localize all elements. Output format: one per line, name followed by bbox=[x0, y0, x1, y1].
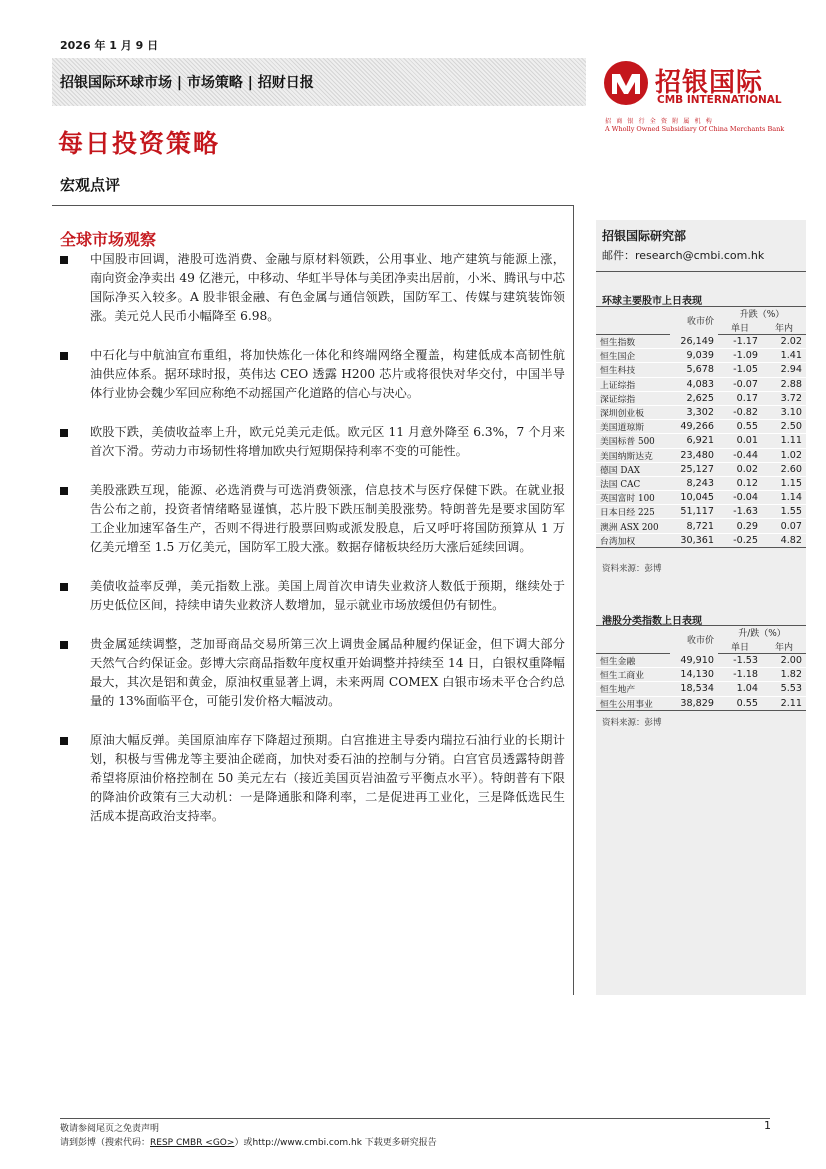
bullet-item bbox=[60, 250, 565, 326]
page-title: 每日投资策略 bbox=[58, 129, 221, 158]
day-change: -0.25 bbox=[718, 533, 762, 547]
close-value: 30,361 bbox=[670, 533, 718, 547]
day-change: -1.17 bbox=[718, 335, 762, 349]
table-row bbox=[596, 491, 806, 505]
day-change: -1.63 bbox=[718, 505, 762, 519]
index-name: 台湾加权 bbox=[596, 533, 670, 547]
day-change: -0.04 bbox=[718, 491, 762, 505]
bullet-square-icon bbox=[60, 352, 68, 360]
col-change: 升跌（%） bbox=[718, 307, 806, 321]
ytd-change: 1.41 bbox=[762, 349, 806, 363]
ytd-change: 2.88 bbox=[762, 377, 806, 391]
index-name: 恒生国企 bbox=[596, 349, 670, 363]
index-name: 恒生公用事业 bbox=[596, 696, 670, 710]
close-value: 6,921 bbox=[670, 434, 718, 448]
bullet-item bbox=[60, 346, 565, 403]
header-band bbox=[52, 58, 586, 106]
ytd-change: 1.15 bbox=[762, 476, 806, 490]
bullet-text: 贵金属延续调整，芝加哥商品交易所第三次上调贵金属品种履约保证金，但下调大部分天然气合约保证金。彭博大宗商品指数年度权重开始调整并持续至 14 日，白银权重降幅最大，其次是铝和黄金，原油权重显著上调，未来两周 COMEX 白银市场未平仓合约总量的 13%面临平仓，可能引发价格大幅波动。 bbox=[90, 637, 565, 708]
day-change: -1.18 bbox=[718, 668, 762, 682]
column-divider bbox=[573, 205, 574, 995]
bullet-square-icon bbox=[60, 429, 68, 437]
table-row bbox=[596, 434, 806, 448]
table-row bbox=[596, 654, 806, 668]
table-row bbox=[596, 377, 806, 391]
index-name: 美国标普 500 bbox=[596, 434, 670, 448]
col-day: 单日 bbox=[718, 321, 762, 335]
bullet-item bbox=[60, 635, 565, 711]
close-value: 26,149 bbox=[670, 335, 718, 349]
col-ytd: 年内 bbox=[762, 321, 806, 335]
email-label: 邮件： bbox=[602, 249, 635, 262]
hk-table-title: 港股分类指数上日表现 bbox=[602, 616, 702, 627]
ytd-change: 1.55 bbox=[762, 505, 806, 519]
hk-sectors-table bbox=[596, 625, 806, 711]
index-name: 澳洲 ASX 200 bbox=[596, 519, 670, 533]
bullet-square-icon bbox=[60, 737, 68, 745]
ytd-change: 2.50 bbox=[762, 420, 806, 434]
bullet-square-icon bbox=[60, 487, 68, 495]
report-date: 2026 年 1 月 9 日 bbox=[60, 39, 159, 52]
footer-mid: ）或 bbox=[234, 1138, 253, 1148]
logo-name-cn: 招银国际 bbox=[655, 68, 764, 98]
day-change: -1.09 bbox=[718, 349, 762, 363]
section-title: 全球市场观察 bbox=[60, 230, 157, 249]
bullet-square-icon bbox=[60, 256, 68, 264]
ytd-change: 1.11 bbox=[762, 434, 806, 448]
bullet-item bbox=[60, 731, 565, 826]
table-row bbox=[596, 505, 806, 519]
bullet-item bbox=[60, 577, 565, 615]
day-change: 0.02 bbox=[718, 462, 762, 476]
ytd-change: 3.72 bbox=[762, 391, 806, 405]
close-value: 8,243 bbox=[670, 476, 718, 490]
footer-disclaimer: 敬请参阅尾页之免责声明 bbox=[60, 1124, 160, 1134]
research-dept: 招银国际研究部 bbox=[602, 229, 687, 243]
index-name: 深证综指 bbox=[596, 391, 670, 405]
table-row bbox=[596, 519, 806, 533]
close-value: 51,117 bbox=[670, 505, 718, 519]
ytd-change: 4.82 bbox=[762, 533, 806, 547]
col-ytd: 年内 bbox=[762, 640, 806, 654]
table-row bbox=[596, 668, 806, 682]
footer-suffix: 下载更多研究报告 bbox=[361, 1138, 437, 1148]
index-name: 德国 DAX bbox=[596, 462, 670, 476]
close-value: 25,127 bbox=[670, 462, 718, 476]
logo-tagline-en: A Wholly Owned Subsidiary Of China Merchants Bank bbox=[605, 125, 785, 133]
bullet-text: 原油大幅反弹。美国原油库存下降超过预期。白宫推进主导委内瑞拉石油行业的长期计划，积极与雪佛龙等主要油企磋商，加快对委石油的控制与分销。白宫官员透露特朗普希望将原油价格控制在 50 美元左右（接近美国页岩油盈亏平衡点水平）。特朗普有下限的降油价政策有三大动机：一是降通胀和降利率，二是促进再工业化，三是降低选民生活成本提高政治支持率。 bbox=[90, 733, 565, 823]
day-change: 0.29 bbox=[718, 519, 762, 533]
index-name: 恒生金融 bbox=[596, 654, 670, 668]
col-change: 升/跌（%） bbox=[718, 626, 806, 640]
footer-divider bbox=[60, 1118, 770, 1119]
page-subtitle: 宏观点评 bbox=[60, 176, 121, 194]
sidebar bbox=[596, 220, 806, 995]
ytd-change: 5.53 bbox=[762, 682, 806, 696]
day-change: 0.12 bbox=[718, 476, 762, 490]
day-change: -0.07 bbox=[718, 377, 762, 391]
global-table-title: 环球主要股市上日表现 bbox=[602, 296, 702, 307]
bullet-text: 中国股市回调，港股可选消费、金融与原材料领跌，公用事业、地产建筑与能源上涨，南向资金净卖出 49 亿港元，中移动、华虹半导体与美团净卖出居前，小米、腾讯与中芯国际净买入较多。A 股非银金融、有色金属与通信领跌，国防军工、传媒与建筑装饰领涨。美元兑人民币小幅降至 6.98。 bbox=[90, 252, 565, 323]
table-row bbox=[596, 349, 806, 363]
index-name: 深圳创业板 bbox=[596, 405, 670, 419]
bullet-item bbox=[60, 481, 565, 557]
ytd-change: 2.60 bbox=[762, 462, 806, 476]
ytd-change: 0.07 bbox=[762, 519, 806, 533]
table-row bbox=[596, 448, 806, 462]
hk-table-source: 资料来源：彭博 bbox=[602, 718, 662, 728]
website-link[interactable]: http://www.cmbi.com.hk bbox=[252, 1138, 362, 1148]
divider bbox=[596, 271, 806, 272]
footer-prefix: 请到彭博（搜索代码： bbox=[60, 1138, 151, 1148]
bloomberg-code-link[interactable]: RESP CMBR <GO> bbox=[150, 1138, 235, 1148]
table-row bbox=[596, 682, 806, 696]
close-value: 10,045 bbox=[670, 491, 718, 505]
logo-tagline-cn: 招商银行全资附属机构 bbox=[605, 118, 718, 125]
footer-download-note bbox=[60, 1135, 437, 1148]
table-row bbox=[596, 363, 806, 377]
breadcrumb: 招银国际环球市场 | 市场策略 | 招财日报 bbox=[60, 75, 314, 91]
close-value: 14,130 bbox=[670, 668, 718, 682]
ytd-change: 3.10 bbox=[762, 405, 806, 419]
table-row bbox=[596, 420, 806, 434]
bullet-text: 欧股下跌，美债收益率上升，欧元兑美元走低。欧元区 11 月意外降至 6.3%，7 个月来首次下滑。劳动力市场韧性将增加欧央行短期保持利率不变的可能性。 bbox=[90, 425, 565, 458]
index-name: 恒生指数 bbox=[596, 335, 670, 349]
close-value: 38,829 bbox=[670, 696, 718, 710]
bullet-square-icon bbox=[60, 641, 68, 649]
index-name: 日本日经 225 bbox=[596, 505, 670, 519]
cmbi-logo bbox=[603, 60, 803, 140]
ytd-change: 2.02 bbox=[762, 335, 806, 349]
index-name: 上证综指 bbox=[596, 377, 670, 391]
index-name: 法国 CAC bbox=[596, 476, 670, 490]
close-value: 9,039 bbox=[670, 349, 718, 363]
ytd-change: 2.11 bbox=[762, 696, 806, 710]
day-change: 1.04 bbox=[718, 682, 762, 696]
bullet-list bbox=[60, 250, 565, 846]
close-value: 4,083 bbox=[670, 377, 718, 391]
index-name: 美国纳斯达克 bbox=[596, 448, 670, 462]
day-change: 0.01 bbox=[718, 434, 762, 448]
close-value: 5,678 bbox=[670, 363, 718, 377]
table-row bbox=[596, 462, 806, 476]
global-table-source: 资料来源：彭博 bbox=[602, 564, 662, 574]
ytd-change: 1.14 bbox=[762, 491, 806, 505]
ytd-change: 2.94 bbox=[762, 363, 806, 377]
close-value: 49,266 bbox=[670, 420, 718, 434]
divider bbox=[52, 205, 574, 206]
index-name: 恒生地产 bbox=[596, 682, 670, 696]
index-name: 英国富时 100 bbox=[596, 491, 670, 505]
bullet-text: 中石化与中航油宣布重组，将加快炼化一体化和终端网络全覆盖，构建低成本高韧性航油供应体系。据环球时报，英伟达 CEO 透露 H200 芯片或将很快对华交付，中国半导体行业协会魏少军回应称绝不动摇国产化道路的信心与决心。 bbox=[90, 348, 565, 400]
close-value: 3,302 bbox=[670, 405, 718, 419]
email-link[interactable]: research@cmbi.com.hk bbox=[635, 249, 765, 262]
col-close: 收市价 bbox=[670, 626, 718, 654]
table-row bbox=[596, 335, 806, 349]
bullet-text: 美股涨跌互现，能源、必选消费与可选消费领涨，信息技术与医疗保健下跌。在就业报告公布之前，投资者情绪略显谨慎，芯片股下跌压制美股涨势。特朗普先是要求国防军工企业加速军备生产，否则不得进行股票回购或派发股息，后又呼吁将国防预算从 1 万亿美元增至 1.5 万亿美元，国防军工股大涨。数据存储板块经历大涨后延续回调。 bbox=[90, 483, 565, 554]
day-change: 0.55 bbox=[718, 420, 762, 434]
contact-email bbox=[602, 247, 764, 263]
index-name: 恒生工商业 bbox=[596, 668, 670, 682]
table-row bbox=[596, 405, 806, 419]
close-value: 49,910 bbox=[670, 654, 718, 668]
table-row bbox=[596, 696, 806, 710]
col-day: 单日 bbox=[718, 640, 762, 654]
bullet-square-icon bbox=[60, 583, 68, 591]
index-name: 美国道琼斯 bbox=[596, 420, 670, 434]
table-row bbox=[596, 533, 806, 547]
day-change: -1.53 bbox=[718, 654, 762, 668]
table-row bbox=[596, 476, 806, 490]
close-value: 2,625 bbox=[670, 391, 718, 405]
ytd-change: 1.82 bbox=[762, 668, 806, 682]
close-value: 8,721 bbox=[670, 519, 718, 533]
close-value: 18,534 bbox=[670, 682, 718, 696]
cmbi-logo-mark-icon bbox=[603, 60, 649, 106]
col-close: 收市价 bbox=[670, 307, 718, 335]
ytd-change: 2.00 bbox=[762, 654, 806, 668]
bullet-text: 美债收益率反弹，美元指数上涨。美国上周首次申请失业救济人数低于预期，继续处于历史低位区间，持续申请失业救济人数增加，显示就业市场放缓但仍有韧性。 bbox=[90, 579, 565, 612]
day-change: -0.44 bbox=[718, 448, 762, 462]
day-change: 0.55 bbox=[718, 696, 762, 710]
day-change: -1.05 bbox=[718, 363, 762, 377]
index-name: 恒生科技 bbox=[596, 363, 670, 377]
page-number: 1 bbox=[764, 1119, 771, 1132]
day-change: -0.82 bbox=[718, 405, 762, 419]
bullet-item bbox=[60, 423, 565, 461]
day-change: 0.17 bbox=[718, 391, 762, 405]
logo-name-en: CMB INTERNATIONAL bbox=[657, 94, 782, 106]
table-row bbox=[596, 391, 806, 405]
ytd-change: 1.02 bbox=[762, 448, 806, 462]
close-value: 23,480 bbox=[670, 448, 718, 462]
global-markets-table bbox=[596, 306, 806, 548]
